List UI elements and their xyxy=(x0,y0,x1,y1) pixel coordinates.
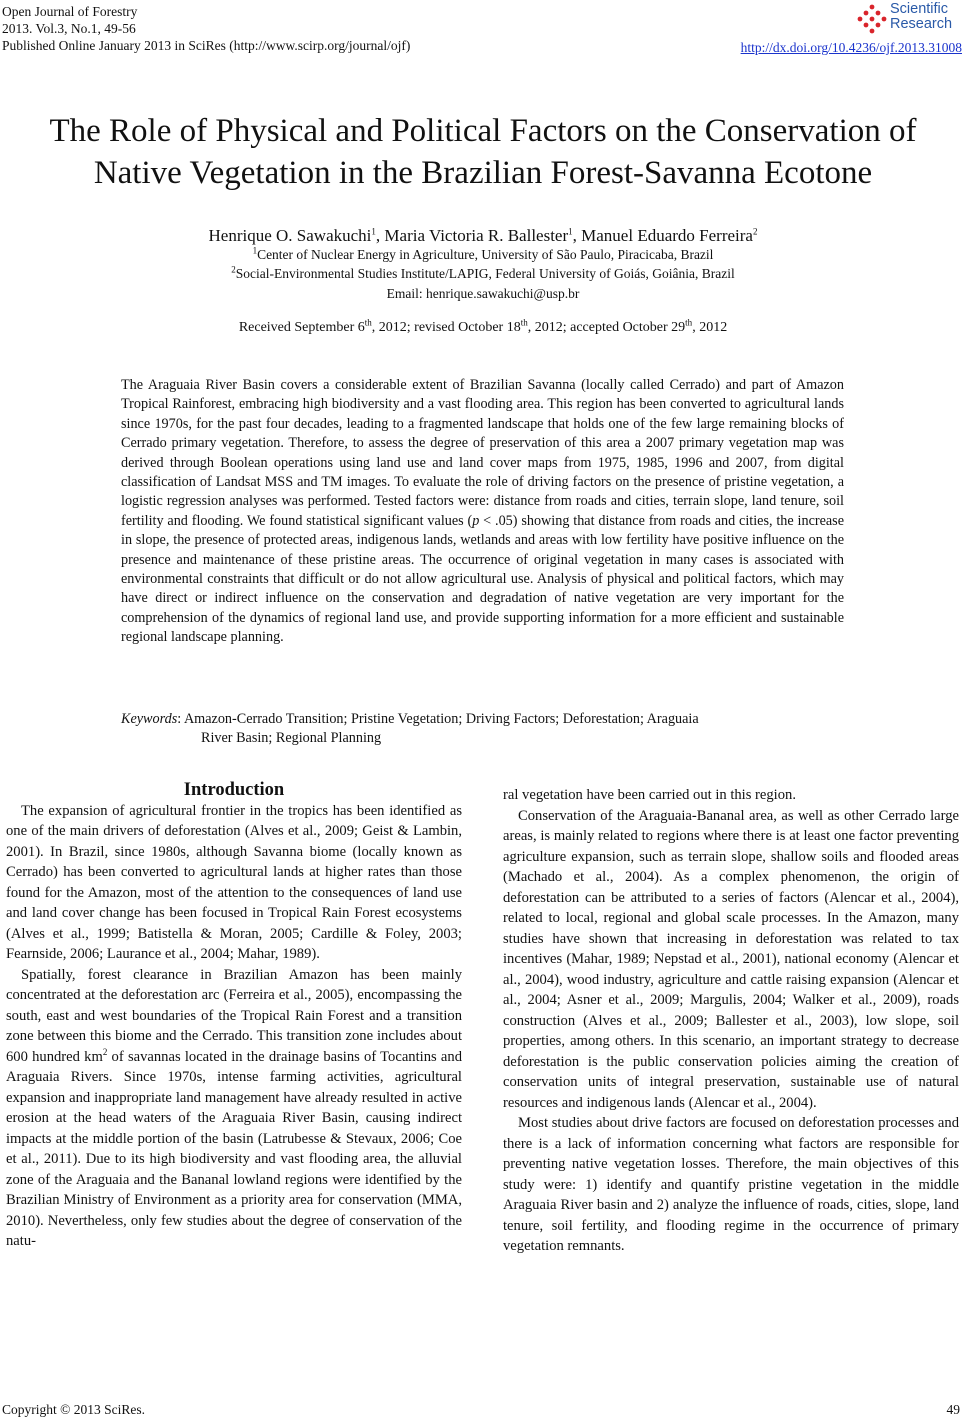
logo-dots-icon xyxy=(856,4,888,34)
journal-name: Open Journal of Forestry xyxy=(2,4,138,19)
journal-header xyxy=(2,3,410,54)
paragraph: The expansion of agricultural frontier in the tropics has been identified as one of the main drivers of deforestation (Alves et al., 2009; Geist & Lambin, 2001). In Brazil, since 1980s, although Savanna biome (locally known as Cerrado) has been converted to agricultural lands at higher rates than those found for the Amazon, most of the attention to the consequences of land use and land cover change has been focused in Tropical Rain Forest ecosystems (Alves et al., 1999; Batistella & Moran, 2005; Cardille & Foley, 2003; Fearnside, 2006; Laurance et al., 2004; Mahar, 1989). xyxy=(6,802,462,962)
paragraph: ral vegetation have been carried out in this region. xyxy=(503,787,796,803)
affiliation-2: $^2$Social-Environmental Studies Institute/LAPIG, Federal University of Goiás, Goiânia, Brazil xyxy=(231,264,735,281)
author-name: Henrique O. Sawakuchi xyxy=(208,226,372,245)
received-dates: Received September 6th, 2012; revised October 18th, 2012; accepted October 29th, 2012 xyxy=(238,317,728,335)
paper-title: The Role of Physical and Political Factors on the Conservation of Native Vegetation in the Brazilian Forest-Savanna Ecotone xyxy=(49,113,917,191)
affiliation-1: $^1$Center of Nuclear Energy in Agriculture, University of São Paulo, Piracicaba, Brazil xyxy=(252,245,714,262)
author-email: Email: henrique.sawakuchi@usp.br xyxy=(386,286,580,301)
section-heading: Introduction xyxy=(183,780,285,800)
publisher-logo xyxy=(856,2,960,36)
doi-link[interactable]: http://dx.doi.org/10.4236/ojf.2013.31008 xyxy=(740,40,962,55)
paragraph: Spatially, forest clearance in Brazilian Amazon has been mainly concentrated at the deforestation arc (Ferreira et al., 2005), encompassing the south, east and west boundaries of the Tropical Rain Forest and a transition zone between this biome and the Cerrado. This transition zone includes about 600 hundred $km^2$ of savannas located in the drainage basins of Tocantins and Araguaia Rivers. Since 1970s, intense farming activities, agricultural expansion and inappropriate land management have already resulted in active erosion at the head waters of the Araguaia River Basin, causing indirect impacts at the middle portion of the basin (Latrubesse & Stevaux, 2006; Coe et al., 2011). Due to its high biodiversity and vast flooding area, the alluvial zone of the Araguaia and the Bananal lowland regions were identified by the Brazilian Ministry of Environment as a priority area for conservation (MMA, 2010). Nevertheless, only few studies about the degree of conservation of the natu- xyxy=(6,966,462,1249)
publication-info: Published Online January 2013 in SciRes (http://www.scirp.org/journal/ojf) xyxy=(2,38,411,53)
journal-volume: 2013. Vol.3, No.1, 49-56 xyxy=(2,21,136,36)
keywords: Keywords: Amazon-Cerrado Transition; Pristine Vegetation; Driving Factors; Deforestation; Araguaia River Basin; Regional Planning xyxy=(121,711,699,747)
copyright: Copyright © 2013 SciRes. xyxy=(2,1402,146,1417)
right-column xyxy=(503,785,959,1257)
logo-text: Scientific Research xyxy=(890,1,953,32)
page-number: 49 xyxy=(946,1402,960,1417)
author-name: Manuel Eduardo Ferreira xyxy=(581,226,753,245)
left-column xyxy=(6,780,462,1252)
paragraph: Conservation of the Araguaia-Bananal area, as well as other Cerrado large areas, is mainly related to regions where there is at least one factor preventing agriculture expansion, such as terrain slope, shallow soils and flooded areas (Machado et al., 2004). As a complex phenomenon, the origin of deforestation can be attributed to a series of factors (Alencar et al., 2004), related to local, regional and global scale processes. In the Amazon, many studies have shown that increasing in deforestation was related to tax incentives (Mahar, 1989; Nepstad et al., 2001), national economy (Alencar et al., 2004), wood industry, agriculture and cattle raising expansion (Alencar et al., 2004; Asner et al., 2009; Margulis, 2004; Walker et al., 2009), roads construction (Alves et al., 2009; Ballester et al., 2003), low slope, soil properties, among others. In this scenario, an important strategy to decrease deforestation is the public conservation policies aiming the creation of conservation units of integral preservation, sustainable use of natural resources and indigenous lands (Alencar et al., 2004). xyxy=(503,807,959,1111)
keywords-label: Keywords xyxy=(121,711,178,727)
author-list: Henrique O. Sawakuchi$^1$, Maria Victoria R. Ballester$^1$, Manuel Eduardo Ferreira$^2$ xyxy=(208,226,758,245)
abstract: The Araguaia River Basin covers a considerable extent of Brazilian Savanna (locally called Cerrado) and part of Amazon Tropical Rainforest, embracing high biodiversity and a vast flooding area. This region has been converted to agricultural lands since 1970s, for the past four decades, leading to a fragmented landscape that holds one of the few large remaining blocks of Cerrado primary vegetation. Therefore, to assess the degree of preservation of this area a 2007 primary vegetation map was derived through Boolean operations using land use and land cover maps from 1975, 1985, 1996 and 2007, from digital classification of Landsat MSS and TM images. To evaluate the role of driving factors on the presence of pristine vegetation, a logistic regression analyses was performed. Tested factors were: distance from roads and cities, terrain slope, land tenure, soil fertility and flooding. We found statistical significant values (p < .05) showing that distance from roads and cities, the increase in slope, the presence of protected areas, indigenous lands, wetlands and areas with low fertility have positive influence on the presence and maintenance of these pristine areas. The occurrence of original vegetation in many cases is associated with environmental constraints that difficult or do not allow agricultural use. Analysis of physical and political factors, which may have direct or indirect influence on the conservation and degradation of native vegetation are very important for the comprehension of the dynamics of regional land use, and provide supporting information for a more efficient and sustainable regional landscape planning. xyxy=(121,377,845,646)
paragraph: Most studies about drive factors are focused on deforestation processes and there is a lack of information concerning what factors are responsible for preventing native vegetation losses. Therefore, the main objectives of this study were: 1) identify and quantify pristine vegetation in the middle Araguaia River basin and 2) analyze the influence of roads, cities, slope, land tenure, soil fertility, and flooding regime in the occurrence of primary vegetation remnants. xyxy=(503,1115,959,1254)
author-name: Maria Victoria R. Ballester xyxy=(384,226,569,245)
